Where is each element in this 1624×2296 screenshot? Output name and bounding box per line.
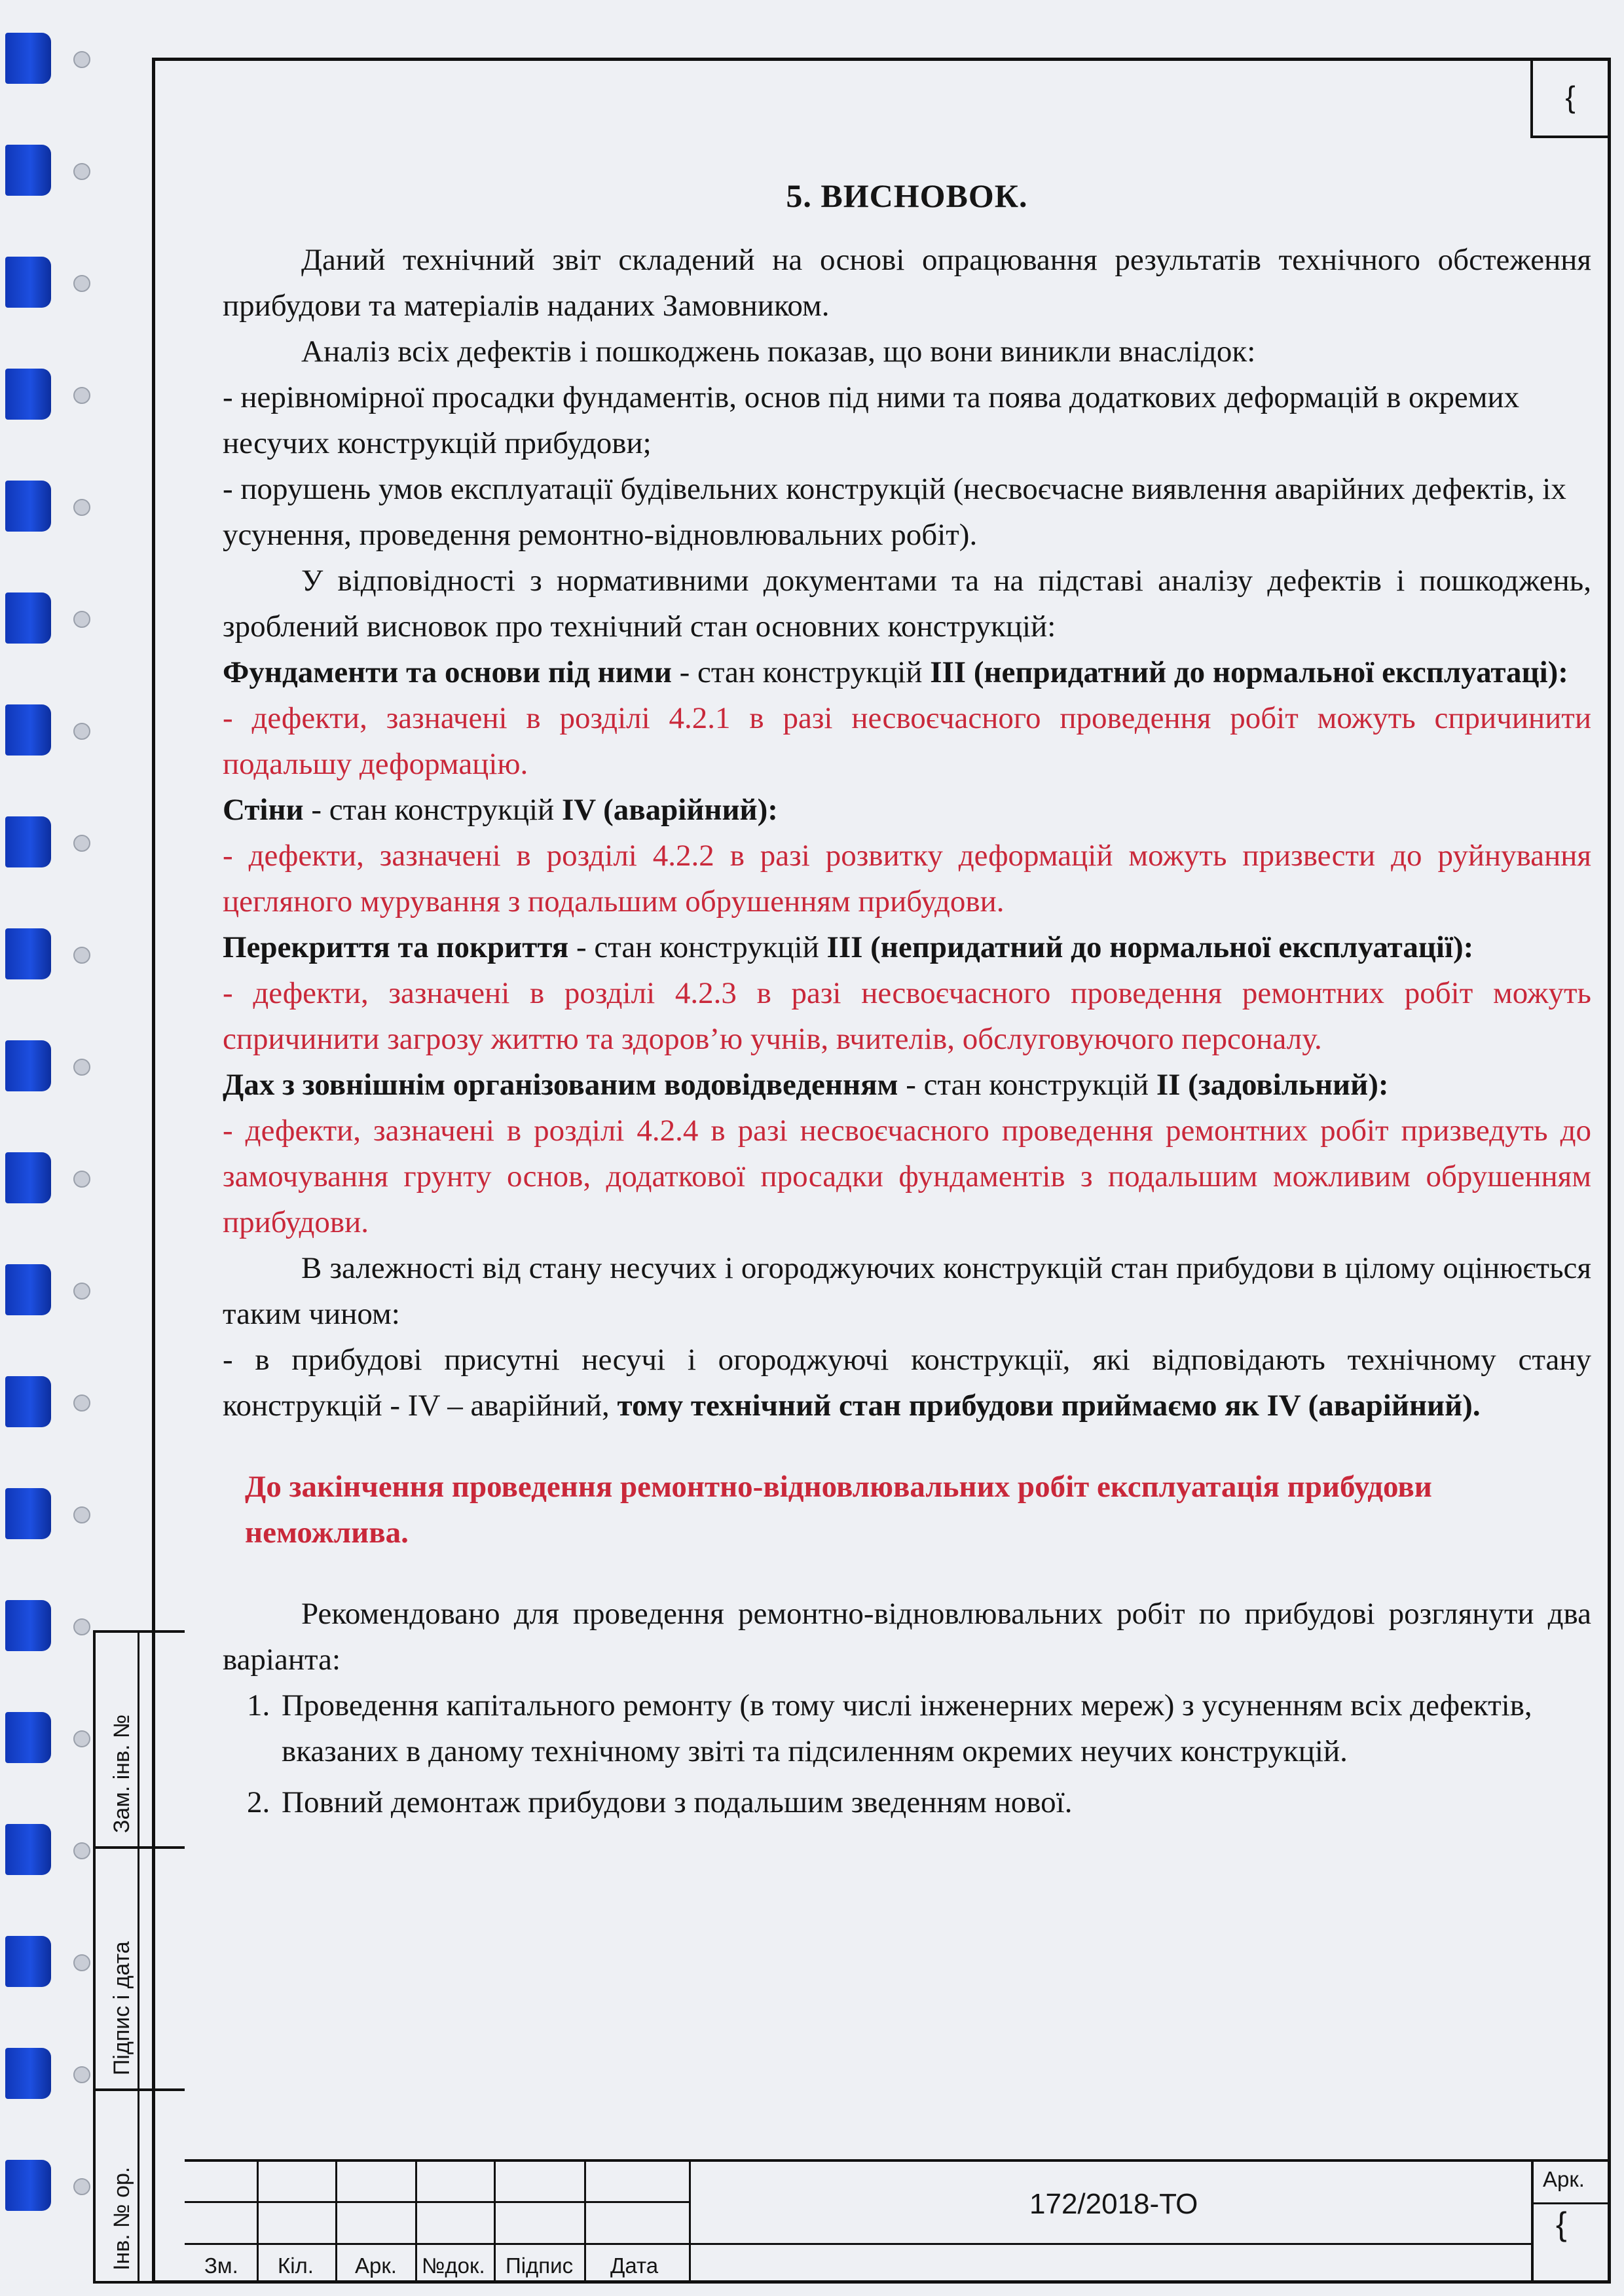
binding-coil (5, 1040, 51, 1091)
binding-coil (5, 1376, 51, 1427)
stamp-cell-signature-date (96, 1849, 185, 2091)
binding-hole (73, 499, 90, 516)
document-code: 172/2018-ТО (1029, 2188, 1198, 2220)
binding-hole (73, 1059, 90, 1076)
item-note: - дефекти, зазначені в розділі 4.2.2 в разі розвитку деформацій можуть призвести до руйнування цегляного мурування з подальшим обрушенням прибудови. (223, 839, 1591, 919)
binding-hole (73, 1506, 90, 1523)
conclusion-lead: У відповідності з нормативними документами та на підставі аналізу дефектів і пошкоджень, зроблений висновок про технічний стан основних конструкцій: (223, 564, 1591, 644)
binding-coil (5, 592, 51, 644)
item-state: IV (аварійний): (561, 793, 778, 827)
item-state-prefix: - стан конструкцій (671, 655, 931, 689)
binding-hole (73, 947, 90, 964)
binding-coil (5, 481, 51, 532)
binding-hole (73, 1283, 90, 1300)
item-state-prefix: - стан конструкцій (898, 1068, 1156, 1102)
binding-hole (73, 611, 90, 628)
item-title: Дах з зовнішнім організованим водовідведенням (223, 1068, 898, 1102)
col-kil: Кіл. (278, 2253, 314, 2278)
col-data: Дата (610, 2253, 659, 2278)
recommendations-list (223, 1683, 1591, 1825)
col-pidpys: Підпис (506, 2253, 574, 2278)
side-stamp (93, 1630, 185, 2284)
binding-hole (73, 1618, 90, 1635)
binding-hole (73, 275, 90, 292)
overall-lead: В залежності від стану несучих і огороджуючих конструкцій стан прибудови в цілому оцінюється таким чином: (223, 1251, 1591, 1331)
cause-1: - нерівномірної просадки фундаментів, основ під ними та поява додаткових деформацій в окремих несучих конструкцій прибудови; (223, 380, 1520, 460)
binding-hole (73, 2066, 90, 2083)
binding-coil (5, 704, 51, 756)
item-state: III (непридатний до нормальної експлуатації): (826, 930, 1474, 964)
intro-paragraph: Даний технічний звіт складений на основі опрацювання результатів технічного обстеження прибудови та матеріалів наданих Замовником. (223, 243, 1591, 323)
title-block (185, 2159, 1611, 2284)
binding-coil (5, 33, 51, 84)
binding-coil (5, 1152, 51, 1203)
item-foundations (223, 649, 1591, 787)
binding-hole (73, 1171, 90, 1188)
item-floors (223, 924, 1591, 1062)
binding-coil (5, 2048, 51, 2099)
binding-coil (5, 816, 51, 867)
binding-coil (5, 369, 51, 420)
item-state-prefix: - стан конструкцій (568, 930, 827, 964)
item-title: Стіни (223, 793, 304, 827)
overall-text: - в прибудові присутні несучі і огороджуючі конструкції, які відповідають технічному стану конструкцій - IV – аварійний, (223, 1343, 1591, 1423)
binding-coil (5, 1712, 51, 1763)
sheet-number: { (1556, 2206, 1567, 2242)
warning-text: До закінчення проведення ремонтно-відновлювальних робіт експлуатація прибудови неможлива. (245, 1470, 1432, 1550)
item-walls (223, 787, 1591, 924)
binding-hole (73, 2178, 90, 2195)
item-state: III (непридатний до нормальної експлуатаці): (930, 655, 1568, 689)
col-zm: Зм. (204, 2253, 238, 2278)
binding-coil (5, 145, 51, 196)
item-title: Перекриття та покриття (223, 930, 569, 964)
binding-coil (5, 1488, 51, 1539)
spiral-binding (0, 0, 98, 2296)
binding-hole (73, 723, 90, 740)
binding-hole (73, 835, 90, 852)
col-ndok: №док. (422, 2253, 485, 2278)
item-note: - дефекти, зазначені в розділі 4.2.1 в разі несвоєчасного проведення робіт можуть спричинити подальшу деформацію. (223, 701, 1591, 781)
item-state: II (задовільний): (1156, 1068, 1389, 1102)
stamp-inv-orig: Інв. № ор. (109, 2166, 134, 2270)
col-ark: Арк. (355, 2253, 397, 2278)
corner-mark: { (1565, 80, 1576, 114)
binding-coil (5, 257, 51, 308)
item-title: Фундаменти та основи під ними (223, 655, 672, 689)
document-body (223, 177, 1591, 1831)
overall-bold: тому технічний стан прибудови приймаємо як IV (аварійний). (617, 1389, 1481, 1423)
binding-coil (5, 2160, 51, 2211)
analysis-lead: Аналіз всіх дефектів і пошкоджень показав, що вони виникли внаслідок: (301, 335, 1256, 369)
recommend-lead: Рекомендовано для проведення ремонтно-відновлювальних робіт по прибудові розглянути два варіанта: (223, 1597, 1591, 1677)
binding-hole (73, 1954, 90, 1971)
item-roof (223, 1062, 1591, 1245)
binding-hole (73, 387, 90, 404)
binding-coil (5, 1600, 51, 1651)
binding-hole (73, 1394, 90, 1412)
binding-hole (73, 1730, 90, 1747)
cause-2: - порушень умов експлуатації будівельних конструкцій (несвоєчасне виявлення аварійних дефектів, іх усунення, проведення ремонтно-відновлювальних робіт). (223, 472, 1566, 552)
binding-coil (5, 1264, 51, 1315)
stamp-signature-date: Підпис і дата (109, 1941, 134, 2075)
recommendation-item: 1. Проведення капітального ремонту (в тому числі інженерних мереж) з усуненням всіх дефектів, вказаних в даному технічному звіті та підсиленням окремих неучих конструкцій. (278, 1683, 1591, 1774)
stamp-cell-inv-orig (96, 2091, 185, 2284)
stamp-cell-zam-inv (96, 1633, 185, 1849)
binding-coil (5, 1824, 51, 1875)
overall-assessment (223, 1337, 1591, 1429)
section-heading: 5. ВИСНОВОК. (786, 177, 1028, 214)
recommendation-item: 2. Повний демонтаж прибудови з подальшим зведенням нової. (278, 1779, 1591, 1825)
item-state-prefix: - стан конструкцій (303, 793, 562, 827)
item-note: - дефекти, зазначені в розділі 4.2.3 в разі несвоєчасного проведення ремонтних робіт можуть спричинити загрозу життю та здоров’ю учнів, вчителів, обслуговуючого персоналу. (223, 976, 1591, 1056)
page-corner-box (1530, 61, 1608, 138)
sheet-number-box (1531, 2162, 1611, 2284)
binding-coil (5, 1936, 51, 1987)
binding-hole (73, 1842, 90, 1859)
stamp-zam-inv: Зам. інв. № (109, 1714, 134, 1833)
binding-hole (73, 163, 90, 180)
sheet-label: Арк. (1543, 2167, 1585, 2191)
binding-coil (5, 928, 51, 979)
binding-hole (73, 51, 90, 68)
item-note: - дефекти, зазначені в розділі 4.2.4 в разі несвоєчасного проведення ремонтних робіт призведуть до замочування грунту основ, додаткової просадки фундаментів з подальшим можливим обрушенням прибудови. (223, 1114, 1591, 1239)
